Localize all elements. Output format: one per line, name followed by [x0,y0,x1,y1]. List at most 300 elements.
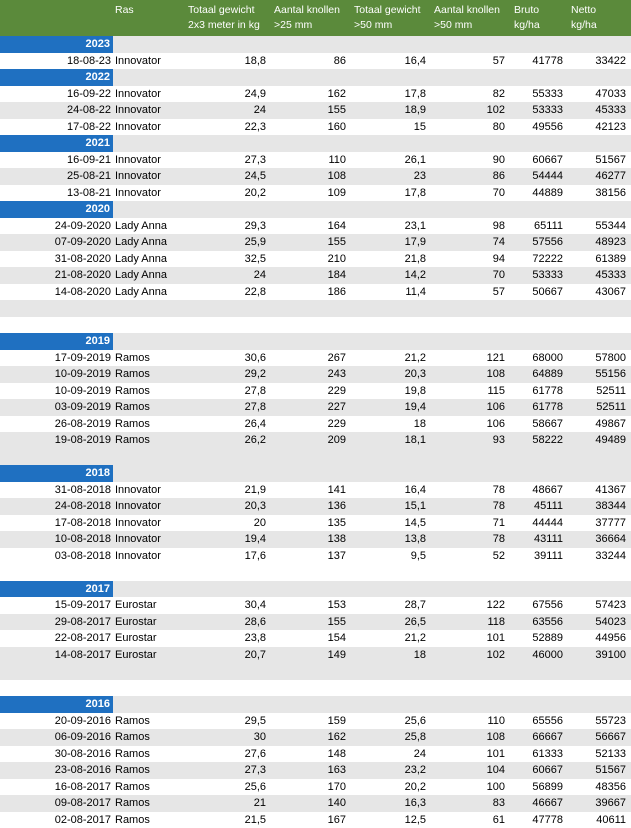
cell-date[interactable]: 17-08-22 [0,119,113,136]
cell-totaal-gewicht[interactable]: 24,9 [185,86,271,103]
cell-knollen-25[interactable]: 163 [271,762,351,779]
table-row [0,548,631,565]
cell-bruto[interactable]: 65111 [511,218,568,235]
cell-knollen-50[interactable]: 106 [431,416,511,433]
cell-ras[interactable]: Ramos [113,762,185,779]
cell-bruto[interactable]: 54444 [511,168,568,185]
cell-totaal-gewicht-50[interactable]: 14,5 [351,515,431,532]
cell-bruto[interactable]: 61778 [511,383,568,400]
year-label[interactable]: 2019 [0,333,113,350]
cell-knollen-50[interactable]: 118 [431,614,511,631]
cell-totaal-gewicht[interactable]: 26,4 [185,416,271,433]
cell-knollen-25[interactable]: 153 [271,597,351,614]
cell-ras[interactable]: Ramos [113,746,185,763]
cell-ras[interactable]: Ramos [113,812,185,828]
cell-ras[interactable]: Ramos [113,350,185,367]
year-label[interactable]: 2021 [0,135,113,152]
cell-totaal-gewicht-50[interactable]: 17,9 [351,234,431,251]
cell-knollen-25[interactable]: 227 [271,399,351,416]
table-row [0,284,631,301]
cell-netto[interactable]: 37777 [568,515,631,532]
cell-totaal-gewicht-50[interactable]: 16,4 [351,482,431,499]
cell-knollen-50[interactable]: 82 [431,86,511,103]
cell-knollen-25[interactable]: 154 [271,630,351,647]
table-row [0,729,631,746]
cell-totaal-gewicht[interactable]: 20,3 [185,498,271,515]
cell-ras[interactable]: Lady Anna [113,251,185,268]
table-row [0,102,631,119]
cell-netto[interactable]: 36664 [568,531,631,548]
cell-knollen-25[interactable]: 141 [271,482,351,499]
cell-knollen-50[interactable]: 83 [431,795,511,812]
cell-totaal-gewicht-50[interactable]: 23 [351,168,431,185]
cell-ras[interactable]: Eurostar [113,597,185,614]
header-ras[interactable] [113,0,185,36]
cell-date[interactable]: 07-09-2020 [0,234,113,251]
cell-knollen-25[interactable]: 155 [271,234,351,251]
cell-knollen-50[interactable]: 101 [431,630,511,647]
cell-totaal-gewicht-50[interactable]: 11,4 [351,284,431,301]
cell-bruto[interactable]: 61333 [511,746,568,763]
cell-totaal-gewicht[interactable]: 29,3 [185,218,271,235]
cell-totaal-gewicht[interactable]: 29,2 [185,366,271,383]
cell-date[interactable]: 14-08-2017 [0,647,113,664]
cell-knollen-25[interactable]: 184 [271,267,351,284]
cell-ras[interactable]: Ramos [113,795,185,812]
cell-ras[interactable]: Innovator [113,86,185,103]
cell-bruto[interactable]: 58667 [511,416,568,433]
cell-knollen-50[interactable]: 52 [431,548,511,565]
cell-date[interactable]: 10-08-2018 [0,531,113,548]
cell-totaal-gewicht-50[interactable]: 25,6 [351,713,431,730]
cell-date[interactable]: 17-09-2019 [0,350,113,367]
cell-totaal-gewicht[interactable]: 27,8 [185,383,271,400]
cell-knollen-50[interactable]: 108 [431,366,511,383]
cell-totaal-gewicht[interactable]: 26,2 [185,432,271,449]
cell-totaal-gewicht[interactable]: 20,2 [185,185,271,202]
cell-netto[interactable]: 48923 [568,234,631,251]
cell-knollen-50[interactable]: 93 [431,432,511,449]
cell-date[interactable]: 16-08-2017 [0,779,113,796]
cell-bruto[interactable]: 64889 [511,366,568,383]
cell-totaal-gewicht[interactable]: 22,3 [185,119,271,136]
cell-knollen-50[interactable]: 80 [431,119,511,136]
cell-bruto[interactable]: 56899 [511,779,568,796]
cell-knollen-25[interactable]: 164 [271,218,351,235]
cell-netto[interactable]: 54023 [568,614,631,631]
cell-netto[interactable]: 52511 [568,383,631,400]
header-aantal-knollen-50[interactable] [431,0,511,36]
cell-knollen-50[interactable]: 86 [431,168,511,185]
cell-date[interactable]: 21-08-2020 [0,267,113,284]
table-row [0,746,631,763]
cell-bruto[interactable]: 46000 [511,647,568,664]
header-bruto-line1: Bruto [514,4,539,16]
cell-totaal-gewicht[interactable]: 24 [185,102,271,119]
header-aantal-knollen-25[interactable] [271,0,351,36]
cell-totaal-gewicht-50[interactable]: 17,8 [351,86,431,103]
cell-knollen-50[interactable]: 100 [431,779,511,796]
cell-ras[interactable]: Ramos [113,779,185,796]
cell-bruto[interactable]: 39111 [511,548,568,565]
cell-ras[interactable]: Ramos [113,713,185,730]
cell-knollen-25[interactable]: 137 [271,548,351,565]
cell-netto[interactable]: 52511 [568,399,631,416]
cell-knollen-50[interactable]: 74 [431,234,511,251]
cell-bruto[interactable]: 52889 [511,630,568,647]
cell-netto[interactable]: 40611 [568,812,631,828]
cell-totaal-gewicht-50[interactable]: 13,8 [351,531,431,548]
cell-bruto[interactable]: 44444 [511,515,568,532]
cell-bruto[interactable]: 60667 [511,762,568,779]
cell-knollen-50[interactable]: 57 [431,53,511,70]
cell-knollen-25[interactable]: 159 [271,713,351,730]
cell-totaal-gewicht-50[interactable]: 17,8 [351,185,431,202]
cell-knollen-25[interactable]: 109 [271,185,351,202]
cell-netto[interactable]: 51567 [568,762,631,779]
cell-date[interactable]: 09-08-2017 [0,795,113,812]
cell-totaal-gewicht[interactable]: 25,6 [185,779,271,796]
cell-bruto[interactable]: 63556 [511,614,568,631]
cell-totaal-gewicht[interactable]: 27,6 [185,746,271,763]
cell-knollen-50[interactable]: 70 [431,267,511,284]
cell-knollen-25[interactable]: 148 [271,746,351,763]
cell-bruto[interactable]: 44889 [511,185,568,202]
cell-bruto[interactable]: 68000 [511,350,568,367]
cell-knollen-50[interactable]: 108 [431,729,511,746]
empty-row [0,317,631,334]
cell-date[interactable]: 13-08-21 [0,185,113,202]
cell-netto[interactable]: 39100 [568,647,631,664]
cell-netto[interactable]: 45333 [568,267,631,284]
cell-date[interactable]: 10-09-2019 [0,366,113,383]
cell-knollen-25[interactable]: 210 [271,251,351,268]
cell-date[interactable]: 30-08-2016 [0,746,113,763]
cell-knollen-50[interactable]: 57 [431,284,511,301]
cell-knollen-50[interactable]: 71 [431,515,511,532]
cell-date[interactable]: 24-09-2020 [0,218,113,235]
cell-knollen-25[interactable]: 160 [271,119,351,136]
cell-knollen-25[interactable]: 110 [271,152,351,169]
cell-knollen-50[interactable]: 78 [431,482,511,499]
cell-knollen-25[interactable]: 135 [271,515,351,532]
cell-ras[interactable]: Innovator [113,185,185,202]
cell-netto[interactable]: 55156 [568,366,631,383]
cell-ras[interactable]: Ramos [113,416,185,433]
header-totaal-gewicht[interactable] [185,0,271,36]
cell-netto[interactable]: 55344 [568,218,631,235]
cell-totaal-gewicht[interactable]: 23,8 [185,630,271,647]
cell-ras[interactable]: Innovator [113,515,185,532]
cell-ras[interactable]: Innovator [113,152,185,169]
cell-ras[interactable]: Lady Anna [113,218,185,235]
header-bruto-line2: kg/ha [514,19,540,31]
cell-totaal-gewicht[interactable]: 27,8 [185,399,271,416]
cell-knollen-25[interactable]: 229 [271,383,351,400]
cell-knollen-50[interactable]: 102 [431,102,511,119]
cell-knollen-25[interactable]: 162 [271,729,351,746]
empty-row [0,564,631,581]
cell-bruto[interactable]: 61778 [511,399,568,416]
cell-bruto[interactable]: 60667 [511,152,568,169]
cell-totaal-gewicht[interactable]: 17,6 [185,548,271,565]
cell-bruto[interactable]: 55333 [511,86,568,103]
cell-bruto[interactable]: 43111 [511,531,568,548]
cell-date[interactable]: 18-08-23 [0,53,113,70]
cell-netto[interactable]: 57800 [568,350,631,367]
cell-bruto[interactable]: 57556 [511,234,568,251]
cell-totaal-gewicht[interactable]: 18,8 [185,53,271,70]
cell-ras[interactable]: Innovator [113,119,185,136]
cell-knollen-25[interactable]: 86 [271,53,351,70]
cell-ras[interactable]: Innovator [113,548,185,565]
cell-ras[interactable]: Innovator [113,498,185,515]
cell-totaal-gewicht-50[interactable]: 25,8 [351,729,431,746]
table-row [0,86,631,103]
cell-ras[interactable]: Ramos [113,383,185,400]
cell-date[interactable]: 24-08-22 [0,102,113,119]
cell-netto[interactable]: 55723 [568,713,631,730]
cell-totaal-gewicht[interactable]: 20 [185,515,271,532]
cell-knollen-25[interactable]: 140 [271,795,351,812]
header-bruto[interactable] [511,0,568,36]
cell-totaal-gewicht-50[interactable]: 19,8 [351,383,431,400]
cell-totaal-gewicht-50[interactable]: 23,2 [351,762,431,779]
cell-netto[interactable]: 61389 [568,251,631,268]
cell-totaal-gewicht-50[interactable]: 20,2 [351,779,431,796]
cell-knollen-25[interactable]: 170 [271,779,351,796]
cell-totaal-gewicht[interactable]: 20,7 [185,647,271,664]
cell-ras[interactable]: Lady Anna [113,267,185,284]
cell-totaal-gewicht[interactable]: 30 [185,729,271,746]
cell-bruto[interactable]: 41778 [511,53,568,70]
cell-ras[interactable]: Eurostar [113,614,185,631]
cell-totaal-gewicht-50[interactable]: 12,5 [351,812,431,828]
cell-totaal-gewicht-50[interactable]: 18,9 [351,102,431,119]
cell-date[interactable]: 22-08-2017 [0,630,113,647]
cell-ras[interactable]: Lady Anna [113,234,185,251]
cell-totaal-gewicht[interactable]: 30,6 [185,350,271,367]
cell-knollen-25[interactable]: 162 [271,86,351,103]
cell-date[interactable]: 03-09-2019 [0,399,113,416]
cell-knollen-25[interactable]: 149 [271,647,351,664]
cell-ras[interactable]: Ramos [113,729,185,746]
cell-ras[interactable]: Ramos [113,366,185,383]
cell-totaal-gewicht-50[interactable]: 21,8 [351,251,431,268]
cell-knollen-50[interactable]: 61 [431,812,511,828]
cell-netto[interactable]: 47033 [568,86,631,103]
cell-knollen-25[interactable]: 209 [271,432,351,449]
cell-totaal-gewicht-50[interactable]: 9,5 [351,548,431,565]
cell-totaal-gewicht-50[interactable]: 28,7 [351,597,431,614]
cell-netto[interactable]: 45333 [568,102,631,119]
cell-netto[interactable]: 46277 [568,168,631,185]
cell-totaal-gewicht-50[interactable]: 16,4 [351,53,431,70]
cell-knollen-50[interactable]: 90 [431,152,511,169]
cell-knollen-25[interactable]: 267 [271,350,351,367]
cell-knollen-25[interactable]: 155 [271,614,351,631]
cell-ras[interactable]: Innovator [113,168,185,185]
cell-knollen-50[interactable]: 121 [431,350,511,367]
year-row-fill [113,465,631,482]
cell-ras[interactable]: Eurostar [113,630,185,647]
year-label[interactable]: 2018 [0,465,113,482]
cell-totaal-gewicht-50[interactable]: 21,2 [351,630,431,647]
cell-totaal-gewicht[interactable]: 21,5 [185,812,271,828]
cell-knollen-50[interactable]: 122 [431,597,511,614]
cell-knollen-50[interactable]: 115 [431,383,511,400]
cell-netto[interactable]: 41367 [568,482,631,499]
cell-totaal-gewicht[interactable]: 32,5 [185,251,271,268]
cell-totaal-gewicht[interactable]: 19,4 [185,531,271,548]
cell-knollen-50[interactable]: 98 [431,218,511,235]
cell-bruto[interactable]: 47778 [511,812,568,828]
cell-totaal-gewicht-50[interactable]: 24 [351,746,431,763]
cell-totaal-gewicht[interactable]: 21 [185,795,271,812]
cell-netto[interactable]: 39667 [568,795,631,812]
cell-totaal-gewicht-50[interactable]: 18 [351,647,431,664]
cell-totaal-gewicht-50[interactable]: 18 [351,416,431,433]
cell-knollen-50[interactable]: 70 [431,185,511,202]
cell-knollen-25[interactable]: 167 [271,812,351,828]
cell-totaal-gewicht-50[interactable]: 16,3 [351,795,431,812]
cell-date[interactable]: 19-08-2019 [0,432,113,449]
cell-totaal-gewicht[interactable]: 29,5 [185,713,271,730]
cell-bruto[interactable]: 66667 [511,729,568,746]
cell-ras[interactable]: Eurostar [113,647,185,664]
cell-date[interactable]: 25-08-21 [0,168,113,185]
cell-date[interactable]: 06-09-2016 [0,729,113,746]
cell-ras[interactable]: Innovator [113,53,185,70]
cell-bruto[interactable]: 49556 [511,119,568,136]
cell-netto[interactable]: 49867 [568,416,631,433]
cell-knollen-25[interactable]: 155 [271,102,351,119]
cell-knollen-50[interactable]: 102 [431,647,511,664]
cell-bruto[interactable]: 45111 [511,498,568,515]
cell-totaal-gewicht[interactable]: 27,3 [185,762,271,779]
cell-netto[interactable]: 49489 [568,432,631,449]
cell-bruto[interactable]: 53333 [511,102,568,119]
cell-bruto[interactable]: 53333 [511,267,568,284]
cell-totaal-gewicht-50[interactable]: 20,3 [351,366,431,383]
cell-bruto[interactable]: 65556 [511,713,568,730]
header-totaal-gewicht-50[interactable] [351,0,431,36]
cell-netto[interactable]: 51567 [568,152,631,169]
cell-totaal-gewicht[interactable]: 21,9 [185,482,271,499]
cell-date[interactable]: 16-09-21 [0,152,113,169]
header-knollen50-line1: Aantal knollen [434,4,500,16]
cell-ras[interactable]: Innovator [113,482,185,499]
cell-date[interactable]: 31-08-2018 [0,482,113,499]
cell-ras[interactable]: Ramos [113,432,185,449]
cell-knollen-25[interactable]: 229 [271,416,351,433]
cell-knollen-25[interactable]: 138 [271,531,351,548]
cell-knollen-25[interactable]: 108 [271,168,351,185]
year-label[interactable]: 2022 [0,69,113,86]
cell-knollen-25[interactable]: 136 [271,498,351,515]
cell-bruto[interactable]: 48667 [511,482,568,499]
cell-totaal-gewicht-50[interactable]: 15 [351,119,431,136]
cell-knollen-50[interactable]: 78 [431,531,511,548]
cell-totaal-gewicht[interactable]: 27,3 [185,152,271,169]
cell-totaal-gewicht-50[interactable]: 26,1 [351,152,431,169]
cell-totaal-gewicht-50[interactable]: 21,2 [351,350,431,367]
cell-netto[interactable]: 43067 [568,284,631,301]
cell-ras[interactable]: Innovator [113,531,185,548]
year-label[interactable]: 2016 [0,696,113,713]
cell-totaal-gewicht-50[interactable]: 18,1 [351,432,431,449]
cell-date[interactable]: 17-08-2018 [0,515,113,532]
cell-totaal-gewicht-50[interactable]: 23,1 [351,218,431,235]
cell-date[interactable]: 15-09-2017 [0,597,113,614]
cell-totaal-gewicht-50[interactable]: 15,1 [351,498,431,515]
cell-ras[interactable]: Ramos [113,399,185,416]
cell-netto[interactable]: 56667 [568,729,631,746]
cell-knollen-50[interactable]: 104 [431,762,511,779]
cell-knollen-50[interactable]: 94 [431,251,511,268]
cell-knollen-25[interactable]: 243 [271,366,351,383]
year-label[interactable]: 2023 [0,36,113,53]
cell-netto[interactable]: 33244 [568,548,631,565]
cell-knollen-25[interactable]: 186 [271,284,351,301]
cell-bruto[interactable]: 58222 [511,432,568,449]
cell-totaal-gewicht[interactable]: 28,6 [185,614,271,631]
cell-knollen-50[interactable]: 78 [431,498,511,515]
cell-knollen-50[interactable]: 101 [431,746,511,763]
cell-netto[interactable]: 48356 [568,779,631,796]
cell-date[interactable]: 26-08-2019 [0,416,113,433]
cell-date[interactable]: 20-09-2016 [0,713,113,730]
cell-totaal-gewicht[interactable]: 24,5 [185,168,271,185]
cell-bruto[interactable]: 67556 [511,597,568,614]
cell-knollen-50[interactable]: 106 [431,399,511,416]
cell-totaal-gewicht[interactable]: 24 [185,267,271,284]
cell-totaal-gewicht-50[interactable]: 26,5 [351,614,431,631]
cell-totaal-gewicht[interactable]: 22,8 [185,284,271,301]
cell-ras[interactable]: Innovator [113,102,185,119]
cell-date[interactable]: 16-09-22 [0,86,113,103]
cell-netto[interactable]: 38156 [568,185,631,202]
cell-totaal-gewicht[interactable]: 25,9 [185,234,271,251]
cell-netto[interactable]: 42123 [568,119,631,136]
cell-date[interactable]: 14-08-2020 [0,284,113,301]
cell-date[interactable]: 03-08-2018 [0,548,113,565]
cell-ras[interactable]: Lady Anna [113,284,185,301]
year-section-header [0,696,631,713]
year-label[interactable]: 2020 [0,201,113,218]
cell-totaal-gewicht[interactable]: 30,4 [185,597,271,614]
cell-bruto[interactable]: 50667 [511,284,568,301]
cell-date[interactable]: 29-08-2017 [0,614,113,631]
cell-date[interactable]: 23-08-2016 [0,762,113,779]
cell-date[interactable]: 02-08-2017 [0,812,113,828]
year-label[interactable]: 2017 [0,581,113,598]
cell-netto[interactable]: 52133 [568,746,631,763]
header-netto[interactable] [568,0,631,36]
cell-netto[interactable]: 33422 [568,53,631,70]
cell-date[interactable]: 31-08-2020 [0,251,113,268]
cell-netto[interactable]: 57423 [568,597,631,614]
cell-date[interactable]: 24-08-2018 [0,498,113,515]
cell-totaal-gewicht-50[interactable]: 19,4 [351,399,431,416]
cell-knollen-50[interactable]: 110 [431,713,511,730]
cell-bruto[interactable]: 72222 [511,251,568,268]
cell-bruto[interactable]: 46667 [511,795,568,812]
cell-netto[interactable]: 44956 [568,630,631,647]
cell-date[interactable]: 10-09-2019 [0,383,113,400]
cell-totaal-gewicht-50[interactable]: 14,2 [351,267,431,284]
cell-netto[interactable]: 38344 [568,498,631,515]
